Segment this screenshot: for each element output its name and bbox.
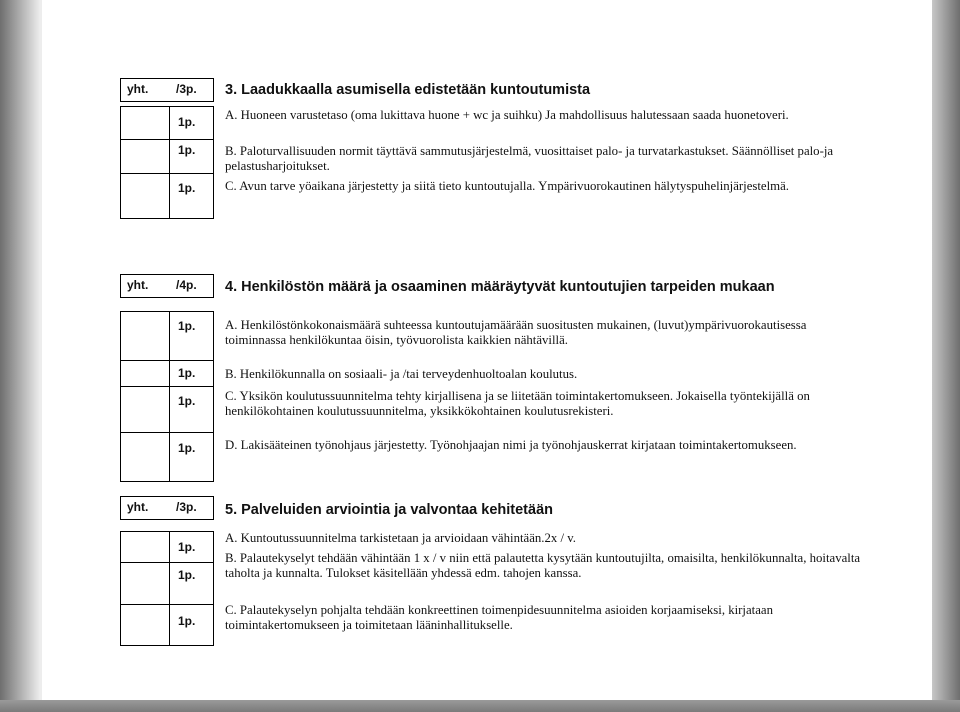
criterion-b: B. Paloturvallisuuden normit täyttävä sammutusjärjestelmä, vuosittaiset palo- ja turvatarkastukset. Säännölliset palo-ja pelastusharjoitukset. bbox=[225, 144, 834, 173]
total-label: yht. bbox=[127, 278, 149, 292]
total-label: yht. bbox=[127, 82, 149, 96]
score-cell: 1p. bbox=[178, 143, 196, 157]
total-label: yht. bbox=[127, 500, 149, 514]
score-cell: 1p. bbox=[178, 568, 196, 582]
criterion-b: B. Henkilökunnalla on sosiaali- ja /tai terveydenhuoltoalan koulutus. bbox=[225, 367, 578, 381]
section-heading: 4. Henkilöstön määrä ja osaaminen määräytyvät kuntoutujien tarpeiden mukaan bbox=[225, 279, 775, 295]
score-grid bbox=[120, 531, 214, 646]
score-cell: 1p. bbox=[178, 614, 196, 628]
score-cell: 1p. bbox=[178, 115, 196, 129]
criterion-a: A. Kuntoutussuunnitelma tarkistetaan ja arvioidaan vähintään.2x / v. bbox=[225, 531, 576, 545]
criterion-c: C. Yksikön koulutussuunnitelma tehty kirjallisena ja se liitetään toimintakertomukseen. Jokaisella työntekijällä on henkilökohtainen koulutussuunnitelma, yksikkökohtainen koulutusrekisteri. bbox=[225, 389, 810, 418]
total-score-box bbox=[120, 496, 214, 520]
score-cell: 1p. bbox=[178, 366, 196, 380]
score-cell: 1p. bbox=[178, 319, 196, 333]
total-max: /3p. bbox=[176, 500, 197, 514]
total-score-box bbox=[120, 274, 214, 298]
score-grid bbox=[120, 106, 214, 219]
score-grid bbox=[120, 311, 214, 482]
criterion-c: C. Avun tarve yöaikana järjestetty ja siitä tieto kuntoutujalla. Ympärivuorokautinen hälytyspuhelinjärjestelmä. bbox=[225, 179, 789, 193]
score-cell: 1p. bbox=[178, 540, 196, 554]
score-cell: 1p. bbox=[178, 181, 196, 195]
section-heading: 5. Palveluiden arviointia ja valvontaa kehitetään bbox=[225, 502, 553, 518]
criterion-a: A. Huoneen varustetaso (oma lukittava huone + wc ja suihku) Ja mahdollisuus halutessaan saada huonetoveri. bbox=[225, 108, 789, 122]
score-cell: 1p. bbox=[178, 394, 196, 408]
total-max: /4p. bbox=[176, 278, 197, 292]
criterion-b: B. Palautekyselyt tehdään vähintään 1 x / v niin että palautetta kysytään kuntoutujilta, omaisilta, henkilökunnalta, hoitavalta taholta ja kunnalta. Tulokset käsitellään yhdessä edm. tahojen kanssa. bbox=[225, 551, 861, 580]
document-page bbox=[42, 0, 932, 700]
criterion-c: C. Palautekyselyn pohjalta tehdään konkreettinen toimenpidesuunnitelma asioiden korjaamiseksi, kirjataan toimintakertomukseen ja toimitetaan lääninhallitukselle. bbox=[225, 603, 773, 632]
criterion-d: D. Lakisääteinen työnohjaus järjestetty. Työnohjaajan nimi ja työnohjauskerrat kirjataan toimintakertomukseen. bbox=[225, 438, 797, 452]
total-score-box bbox=[120, 78, 214, 102]
page-bottom-shadow bbox=[0, 700, 960, 712]
score-cell: 1p. bbox=[178, 441, 196, 455]
total-max: /3p. bbox=[176, 82, 197, 96]
criterion-a: A. Henkilöstönkokonaismäärä suhteessa kuntoutujamäärään suositusten mukainen, (luvut)ympärivuorokautisessa toiminnassa henkilökuntaa öisin, työvuorolista kaikkien nähtävillä. bbox=[225, 318, 807, 347]
section-heading: 3. Laadukkaalla asumisella edistetään kuntoutumista bbox=[225, 82, 591, 98]
